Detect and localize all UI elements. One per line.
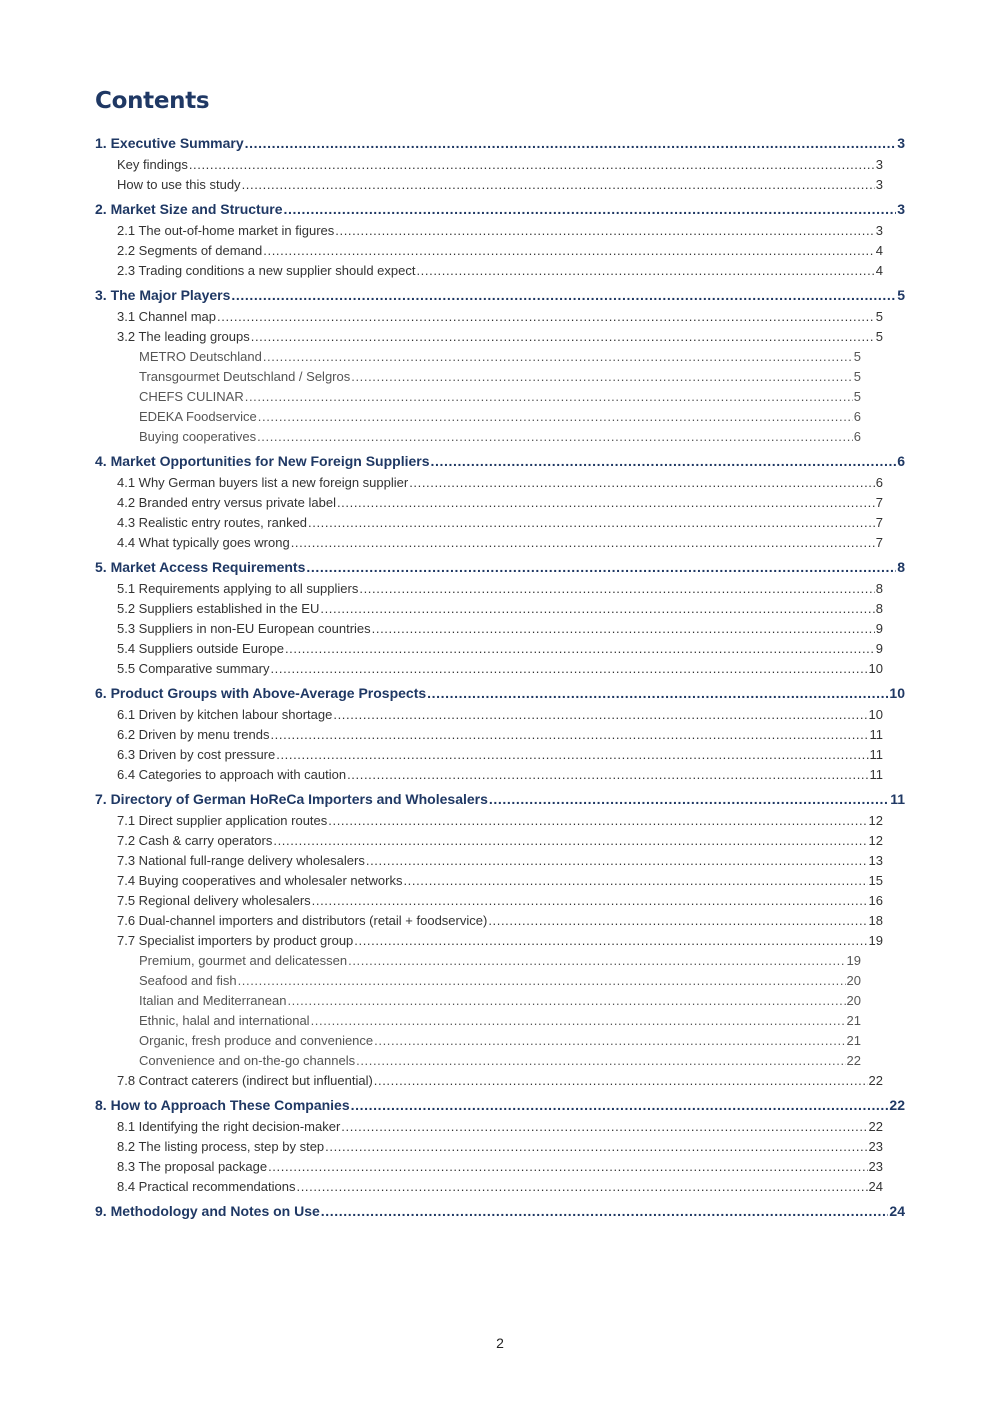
- toc-entry-title: 6.3 Driven by cost pressure: [117, 747, 276, 762]
- toc-subsection-entry[interactable]: [139, 1053, 861, 1068]
- toc-entry-page-number: 20: [846, 993, 861, 1008]
- toc-entry-title: 7.5 Regional delivery wholesalers: [117, 893, 311, 908]
- toc-entry-title: 8.3 The proposal package: [117, 1159, 268, 1174]
- toc-entry-page-number: 8: [875, 601, 883, 616]
- dot-leader: [489, 791, 889, 807]
- toc-entry-page-number: 10: [868, 707, 883, 722]
- toc-chapter-entry[interactable]: [95, 791, 905, 807]
- toc-entry-title: 7.4 Buying cooperatives and wholesaler networks: [117, 873, 403, 888]
- toc-section-entry[interactable]: [117, 1159, 883, 1174]
- toc-entry-page-number: 10: [889, 685, 905, 701]
- toc-entry-title: 7.8 Contract caterers (indirect but influential): [117, 1073, 373, 1088]
- dot-leader: [189, 157, 875, 172]
- toc-chapter-entry[interactable]: [95, 287, 905, 303]
- toc-section-entry[interactable]: [117, 813, 883, 828]
- toc-section-entry[interactable]: [117, 727, 883, 742]
- toc-entry-title: 5.1 Requirements applying to all suppliers: [117, 581, 359, 596]
- toc-chapter-entry[interactable]: [95, 1097, 905, 1113]
- toc-section-entry[interactable]: [117, 853, 883, 868]
- toc-entry-page-number: 5: [853, 389, 861, 404]
- toc-entry-title: 8.2 The listing process, step by step: [117, 1139, 325, 1154]
- toc-entry-title: 2. Market Size and Structure: [95, 201, 283, 217]
- toc-entry-page-number: 11: [869, 727, 883, 742]
- toc-entry-title: Organic, fresh produce and convenience: [139, 1033, 374, 1048]
- dot-leader: [276, 747, 868, 762]
- dot-leader: [268, 1159, 867, 1174]
- toc-entry-page-number: 7: [875, 495, 883, 510]
- toc-entry-title: Key findings: [117, 157, 188, 172]
- toc-entry-page-number: 21: [846, 1033, 861, 1048]
- toc-entry-page-number: 3: [875, 223, 883, 238]
- toc-section-entry[interactable]: [117, 223, 883, 238]
- toc-section-entry[interactable]: [117, 475, 883, 490]
- dot-leader: [320, 601, 874, 616]
- toc-entry-title: 7. Directory of German HoReCa Importers and Wholesalers: [95, 791, 488, 807]
- toc-subsection-entry[interactable]: [139, 953, 861, 968]
- toc-entry-page-number: 11: [890, 791, 905, 807]
- toc-section-entry[interactable]: [117, 243, 883, 258]
- toc-entry-page-number: 15: [868, 873, 883, 888]
- toc-entry-page-number: 23: [868, 1139, 883, 1154]
- dot-leader: [257, 429, 853, 444]
- toc-entry-title: Ethnic, halal and international: [139, 1013, 310, 1028]
- dot-leader: [270, 661, 867, 676]
- toc-section-entry[interactable]: [117, 601, 883, 616]
- toc-subsection-entry[interactable]: [139, 349, 861, 364]
- toc-entry-title: Buying cooperatives: [139, 429, 257, 444]
- toc-entry-title: EDEKA Foodservice: [139, 409, 257, 424]
- toc-section-entry[interactable]: [117, 621, 883, 636]
- toc-subsection-entry[interactable]: [139, 429, 861, 444]
- toc-entry-title: 4.4 What typically goes wrong: [117, 535, 290, 550]
- toc-entry-page-number: 6: [875, 475, 883, 490]
- toc-entry-page-number: 7: [875, 515, 883, 530]
- toc-section-entry[interactable]: [117, 933, 883, 948]
- toc-entry-title: 7.6 Dual-channel importers and distributors (retail + foodservice): [117, 913, 488, 928]
- dot-leader: [238, 973, 846, 988]
- toc-entry-page-number: 20: [846, 973, 861, 988]
- dot-leader: [258, 409, 853, 424]
- toc-section-entry[interactable]: [117, 535, 883, 550]
- toc-entry-title: 3.2 The leading groups: [117, 329, 250, 344]
- dot-leader: [231, 287, 896, 303]
- toc-entry-title: METRO Deutschland: [139, 349, 262, 364]
- toc-entry-page-number: 12: [868, 813, 883, 828]
- toc-subsection-entry[interactable]: [139, 409, 861, 424]
- toc-entry-title: Convenience and on-the-go channels: [139, 1053, 356, 1068]
- toc-entry-title: 5.5 Comparative summary: [117, 661, 270, 676]
- toc-entry-page-number: 11: [869, 747, 883, 762]
- toc-chapter-entry[interactable]: [95, 201, 905, 217]
- toc-entry-page-number: 4: [875, 243, 883, 258]
- dot-leader: [270, 727, 868, 742]
- dot-leader: [291, 535, 875, 550]
- toc-entry-title: 2.3 Trading conditions a new supplier should expect: [117, 263, 416, 278]
- dot-leader: [351, 1097, 889, 1113]
- dot-leader: [251, 329, 875, 344]
- dot-leader: [285, 641, 875, 656]
- toc-subsection-entry[interactable]: [139, 993, 861, 1008]
- toc-subsection-entry[interactable]: [139, 369, 861, 384]
- dot-leader: [245, 135, 897, 151]
- toc-subsection-entry[interactable]: [139, 1033, 861, 1048]
- toc-chapter-entry[interactable]: [95, 685, 905, 701]
- toc-entry-title: 6. Product Groups with Above-Average Prospects: [95, 685, 427, 701]
- toc-section-entry[interactable]: [117, 515, 883, 530]
- toc-entry-page-number: 3: [897, 201, 905, 217]
- toc-entry-title: CHEFS CULINAR: [139, 389, 244, 404]
- toc-subsection-entry[interactable]: [139, 973, 861, 988]
- toc-entry-title: 2.2 Segments of demand: [117, 243, 263, 258]
- toc-entry-page-number: 8: [875, 581, 883, 596]
- toc-section-entry[interactable]: [117, 1179, 883, 1194]
- toc-section-entry[interactable]: [117, 495, 883, 510]
- dot-leader: [366, 853, 868, 868]
- toc-entry-page-number: 11: [869, 767, 883, 782]
- toc-entry-title: Seafood and fish: [139, 973, 237, 988]
- dot-leader: [354, 933, 867, 948]
- toc-entry-page-number: 4: [875, 263, 883, 278]
- toc-entry-title: 4.2 Branded entry versus private label: [117, 495, 336, 510]
- toc-entry-page-number: 24: [889, 1203, 905, 1219]
- toc-section-entry[interactable]: [117, 177, 883, 192]
- toc-entry-title: Transgourmet Deutschland / Selgros: [139, 369, 351, 384]
- dot-leader: [311, 1013, 846, 1028]
- toc-section-entry[interactable]: [117, 263, 883, 278]
- toc-entry-page-number: 22: [868, 1119, 883, 1134]
- dot-leader: [287, 993, 845, 1008]
- dot-leader: [488, 913, 867, 928]
- toc-entry-page-number: 6: [853, 409, 861, 424]
- toc-entry-title: 1. Executive Summary: [95, 135, 244, 151]
- dot-leader: [351, 369, 853, 384]
- toc-section-entry[interactable]: [117, 707, 883, 722]
- toc-entry-title: 7.2 Cash & carry operators: [117, 833, 273, 848]
- dot-leader: [333, 707, 867, 722]
- toc-entry-title: 6.4 Categories to approach with caution: [117, 767, 347, 782]
- toc-entry-title: 8. How to Approach These Companies: [95, 1097, 350, 1113]
- toc-entry-title: 5.4 Suppliers outside Europe: [117, 641, 284, 656]
- toc-section-entry[interactable]: [117, 913, 883, 928]
- dot-leader: [321, 1203, 889, 1219]
- dot-leader: [409, 475, 875, 490]
- dot-leader: [325, 1139, 867, 1154]
- toc-entry-page-number: 5: [853, 369, 861, 384]
- toc-entry-title: 3.1 Channel map: [117, 309, 217, 324]
- dot-leader: [308, 515, 875, 530]
- toc-entry-title: 5.3 Suppliers in non-EU European countries: [117, 621, 371, 636]
- toc-entry-page-number: 5: [897, 287, 905, 303]
- toc-entry-title: Premium, gourmet and delicatessen: [139, 953, 348, 968]
- dot-leader: [245, 389, 853, 404]
- toc-entry-page-number: 8: [897, 559, 905, 575]
- toc-entry-title: 7.1 Direct supplier application routes: [117, 813, 328, 828]
- dot-leader: [337, 495, 875, 510]
- toc-entry-title: 6.1 Driven by kitchen labour shortage: [117, 707, 333, 722]
- toc-entry-title: 3. The Major Players: [95, 287, 231, 303]
- toc-entry-title: Italian and Mediterranean: [139, 993, 287, 1008]
- toc-chapter-entry[interactable]: [95, 1203, 905, 1219]
- toc-entry-page-number: 21: [846, 1013, 861, 1028]
- dot-leader: [347, 767, 868, 782]
- toc-entry-title: 8.1 Identifying the right decision-maker: [117, 1119, 341, 1134]
- toc-section-entry[interactable]: [117, 833, 883, 848]
- toc-entry-page-number: 3: [875, 177, 883, 192]
- toc-entry-title: 4. Market Opportunities for New Foreign Suppliers: [95, 453, 430, 469]
- toc-chapter-entry[interactable]: [95, 559, 905, 575]
- toc-section-entry[interactable]: [117, 581, 883, 596]
- toc-entry-page-number: 12: [868, 833, 883, 848]
- dot-leader: [328, 813, 867, 828]
- dot-leader: [403, 873, 867, 888]
- toc-entry-title: 7.7 Specialist importers by product group: [117, 933, 354, 948]
- toc-section-entry[interactable]: [117, 873, 883, 888]
- toc-entry-title: 7.3 National full-range delivery wholesalers: [117, 853, 365, 868]
- page-number: 2: [496, 1335, 504, 1351]
- toc-entry-page-number: 19: [846, 953, 861, 968]
- toc-chapter-entry[interactable]: [95, 135, 905, 151]
- dot-leader: [427, 685, 888, 701]
- toc-entry-title: 8.4 Practical recommendations: [117, 1179, 296, 1194]
- toc-entry-title: 9. Methodology and Notes on Use: [95, 1203, 320, 1219]
- toc-section-entry[interactable]: [117, 157, 883, 172]
- toc-entry-page-number: 10: [868, 661, 883, 676]
- toc-entry-page-number: 16: [868, 893, 883, 908]
- dot-leader: [359, 581, 874, 596]
- toc-entry-page-number: 18: [868, 913, 883, 928]
- toc-entry-page-number: 9: [875, 641, 883, 656]
- toc-entry-page-number: 19: [868, 933, 883, 948]
- toc-entry-page-number: 6: [897, 453, 905, 469]
- toc-section-entry[interactable]: [117, 641, 883, 656]
- toc-entry-title: 6.2 Driven by menu trends: [117, 727, 270, 742]
- dot-leader: [263, 349, 853, 364]
- dot-leader: [242, 177, 875, 192]
- toc-section-entry[interactable]: [117, 1139, 883, 1154]
- dot-leader: [296, 1179, 867, 1194]
- toc-section-entry[interactable]: [117, 1073, 883, 1088]
- toc-entry-title: 4.1 Why German buyers list a new foreign supplier: [117, 475, 409, 490]
- toc-chapter-entry[interactable]: [95, 453, 905, 469]
- toc-section-entry[interactable]: [117, 767, 883, 782]
- toc-entry-page-number: 13: [868, 853, 883, 868]
- dot-leader: [312, 893, 868, 908]
- toc-entry-page-number: 23: [868, 1159, 883, 1174]
- page-title: Contents: [95, 88, 210, 114]
- toc-entry-page-number: 3: [875, 157, 883, 172]
- toc-entry-page-number: 5: [875, 329, 883, 344]
- toc-section-entry[interactable]: [117, 893, 883, 908]
- toc-entry-page-number: 24: [868, 1179, 883, 1194]
- toc-entry-title: How to use this study: [117, 177, 241, 192]
- dot-leader: [374, 1073, 868, 1088]
- toc-section-entry[interactable]: [117, 747, 883, 762]
- dot-leader: [273, 833, 867, 848]
- toc-entry-page-number: 6: [853, 429, 861, 444]
- dot-leader: [263, 243, 875, 258]
- toc-entry-page-number: 22: [868, 1073, 883, 1088]
- dot-leader: [341, 1119, 867, 1134]
- toc-entry-title: 2.1 The out-of-home market in figures: [117, 223, 335, 238]
- dot-leader: [335, 223, 875, 238]
- toc-entry-page-number: 3: [897, 135, 905, 151]
- toc-entry-page-number: 9: [875, 621, 883, 636]
- toc-subsection-entry[interactable]: [139, 389, 861, 404]
- dot-leader: [431, 453, 897, 469]
- dot-leader: [372, 621, 875, 636]
- toc-entry-page-number: 7: [875, 535, 883, 550]
- dot-leader: [374, 1033, 845, 1048]
- toc-entry-page-number: 5: [875, 309, 883, 324]
- toc-entry-page-number: 22: [846, 1053, 861, 1068]
- toc-entry-page-number: 22: [889, 1097, 905, 1113]
- toc-subsection-entry[interactable]: [139, 1013, 861, 1028]
- toc-entry-page-number: 5: [853, 349, 861, 364]
- dot-leader: [217, 309, 875, 324]
- toc-entry-title: 5.2 Suppliers established in the EU: [117, 601, 320, 616]
- toc-section-entry[interactable]: [117, 661, 883, 676]
- dot-leader: [348, 953, 845, 968]
- dot-leader: [284, 201, 897, 217]
- toc-entry-title: 4.3 Realistic entry routes, ranked: [117, 515, 308, 530]
- dot-leader: [306, 559, 896, 575]
- toc-section-entry[interactable]: [117, 329, 883, 344]
- dot-leader: [356, 1053, 845, 1068]
- toc-entry-title: 5. Market Access Requirements: [95, 559, 306, 575]
- dot-leader: [416, 263, 874, 278]
- toc-section-entry[interactable]: [117, 1119, 883, 1134]
- toc-section-entry[interactable]: [117, 309, 883, 324]
